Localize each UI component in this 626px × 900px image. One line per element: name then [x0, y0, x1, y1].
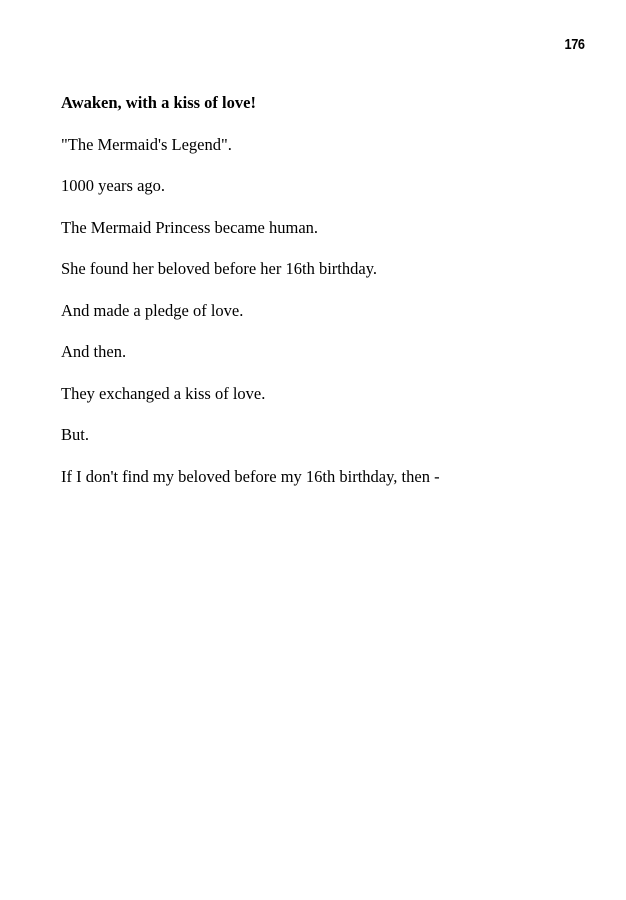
paragraph: They exchanged a kiss of love.: [61, 383, 266, 403]
paragraph: But.: [61, 425, 89, 444]
paragraph: If I don't find my beloved before my 16th birthday, then -: [61, 466, 440, 486]
paragraph: And made a pledge of love.: [61, 300, 244, 320]
paragraph: "The Mermaid's Legend".: [61, 134, 232, 154]
chapter-heading: Awaken, with a kiss of love!: [61, 93, 256, 112]
document-body: [61, 93, 581, 487]
page-number: 176: [564, 36, 585, 53]
paragraph: The Mermaid Princess became human.: [61, 217, 319, 237]
paragraph: 1000 years ago.: [61, 176, 166, 195]
paragraph: And then.: [61, 342, 127, 361]
paragraph: She found her beloved before her 16th birthday.: [61, 259, 377, 278]
